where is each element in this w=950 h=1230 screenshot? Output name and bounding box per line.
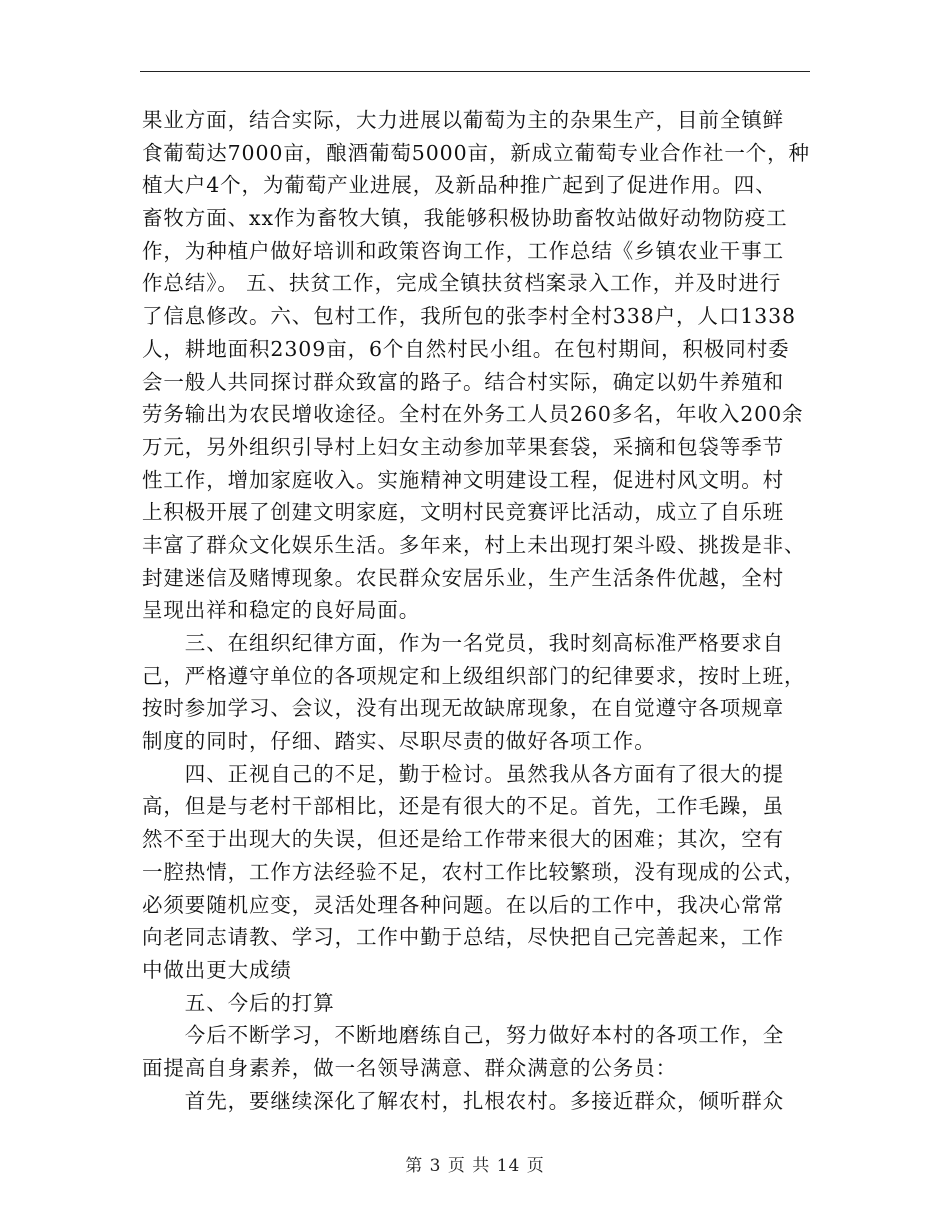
text-line: 四、正视自己的不足，勤于检讨。虽然我从各方面有了很大的提	[142, 761, 784, 786]
text-line: 了信息修改。六、包村工作，我所包的张李村全村338户，人口1338	[142, 304, 796, 329]
text-line: 果业方面，结合实际，大力进展以葡萄为主的杂果生产，目前全镇鲜	[142, 108, 784, 132]
text-line: 食葡萄达7000亩，酿酒葡萄5000亩，新成立葡萄专业合作社一个，种	[142, 140, 810, 165]
text-line: 植大户4个，为葡萄产业进展，及新品种推广起到了促进作用。四、	[142, 173, 777, 198]
text-line: 高，但是与老村干部相比，还是有很大的不足。首先，工作毛躁，虽	[142, 794, 784, 819]
text-line: 今后不断学习，不断地磨练自己，努力做好本村的各项工作，全	[142, 1023, 784, 1048]
text-line: 己，严格遵守单位的各项规定和上级组织部门的纪律要求，按时上班，	[142, 663, 806, 688]
text-line: 中做出更大成绩	[142, 957, 292, 982]
text-line: 作总结》。 五、扶贫工作，完成全镇扶贫档案录入工作，并及时进行	[142, 271, 782, 296]
text-line: 畜牧方面、xx作为畜牧大镇，我能够积极协助畜牧站做好动物防疫工	[142, 206, 788, 231]
text-line: 人，耕地面积2309亩，6个自然村民小组。在包村期间，积极同村委	[142, 336, 790, 361]
page-number: 第 3 页 共 14 页	[405, 1156, 545, 1176]
text-line: 呈现出祥和稳定的良好局面。	[142, 598, 421, 623]
text-line: 丰富了群众文化娱乐生活。多年来，村上未出现打架斗殴、挑拨是非、	[142, 532, 806, 557]
text-line: 按时参加学习、会议，没有出现无故缺席现象，在自觉遵守各项规章	[142, 696, 784, 721]
header-rule	[140, 71, 810, 72]
text-line: 必须要随机应变，灵活处理各种问题。在以后的工作中，我决心常常	[142, 892, 784, 917]
text-line: 首先，要继续深化了解农村，扎根农村。多接近群众，倾听群众	[142, 1088, 784, 1113]
text-line: 制度的同时，仔细、踏实、尽职尽责的做好各项工作。	[142, 729, 656, 754]
body-text	[142, 104, 810, 1117]
text-line: 面提高自身素养，做一名领导满意、群众满意的公务员：	[142, 1055, 677, 1080]
text-line: 三、在组织纪律方面，作为一名党员，我时刻高标准严格要求自	[142, 631, 784, 655]
text-line: 封建迷信及赌博现象。农民群众安居乐业，生产生活条件优越，全村	[142, 565, 784, 590]
text-line: 向老同志请教、学习，工作中勤于总结，尽快把自己完善起来，工作	[142, 925, 784, 950]
text-line: 性工作，增加家庭收入。实施精神文明建设工程，促进村风文明。村	[142, 467, 784, 492]
text-line: 作，为种植户做好培训和政策咨询工作，工作总结《乡镇农业干事工	[142, 238, 784, 263]
text-line: 五、今后的打算	[142, 990, 335, 1015]
text-line: 会一般人共同探讨群众致富的路子。结合村实际，确定以奶牛养殖和	[142, 369, 784, 394]
text-line: 然不至于出现大的失误，但还是给工作带来很大的困难；其次，空有	[142, 827, 784, 852]
text-line: 一腔热情，工作方法经验不足，农村工作比较繁琐，没有现成的公式，	[142, 859, 806, 884]
text-line: 劳务输出为农民增收途径。全村在外务工人员260多名，年收入200余	[142, 402, 804, 427]
text-line: 上积极开展了创建文明家庭，文明村民竞赛评比活动，成立了自乐班	[142, 500, 784, 525]
text-line: 万元，另外组织引导村上妇女主动参加苹果套袋，采摘和包袋等季节	[142, 434, 784, 459]
